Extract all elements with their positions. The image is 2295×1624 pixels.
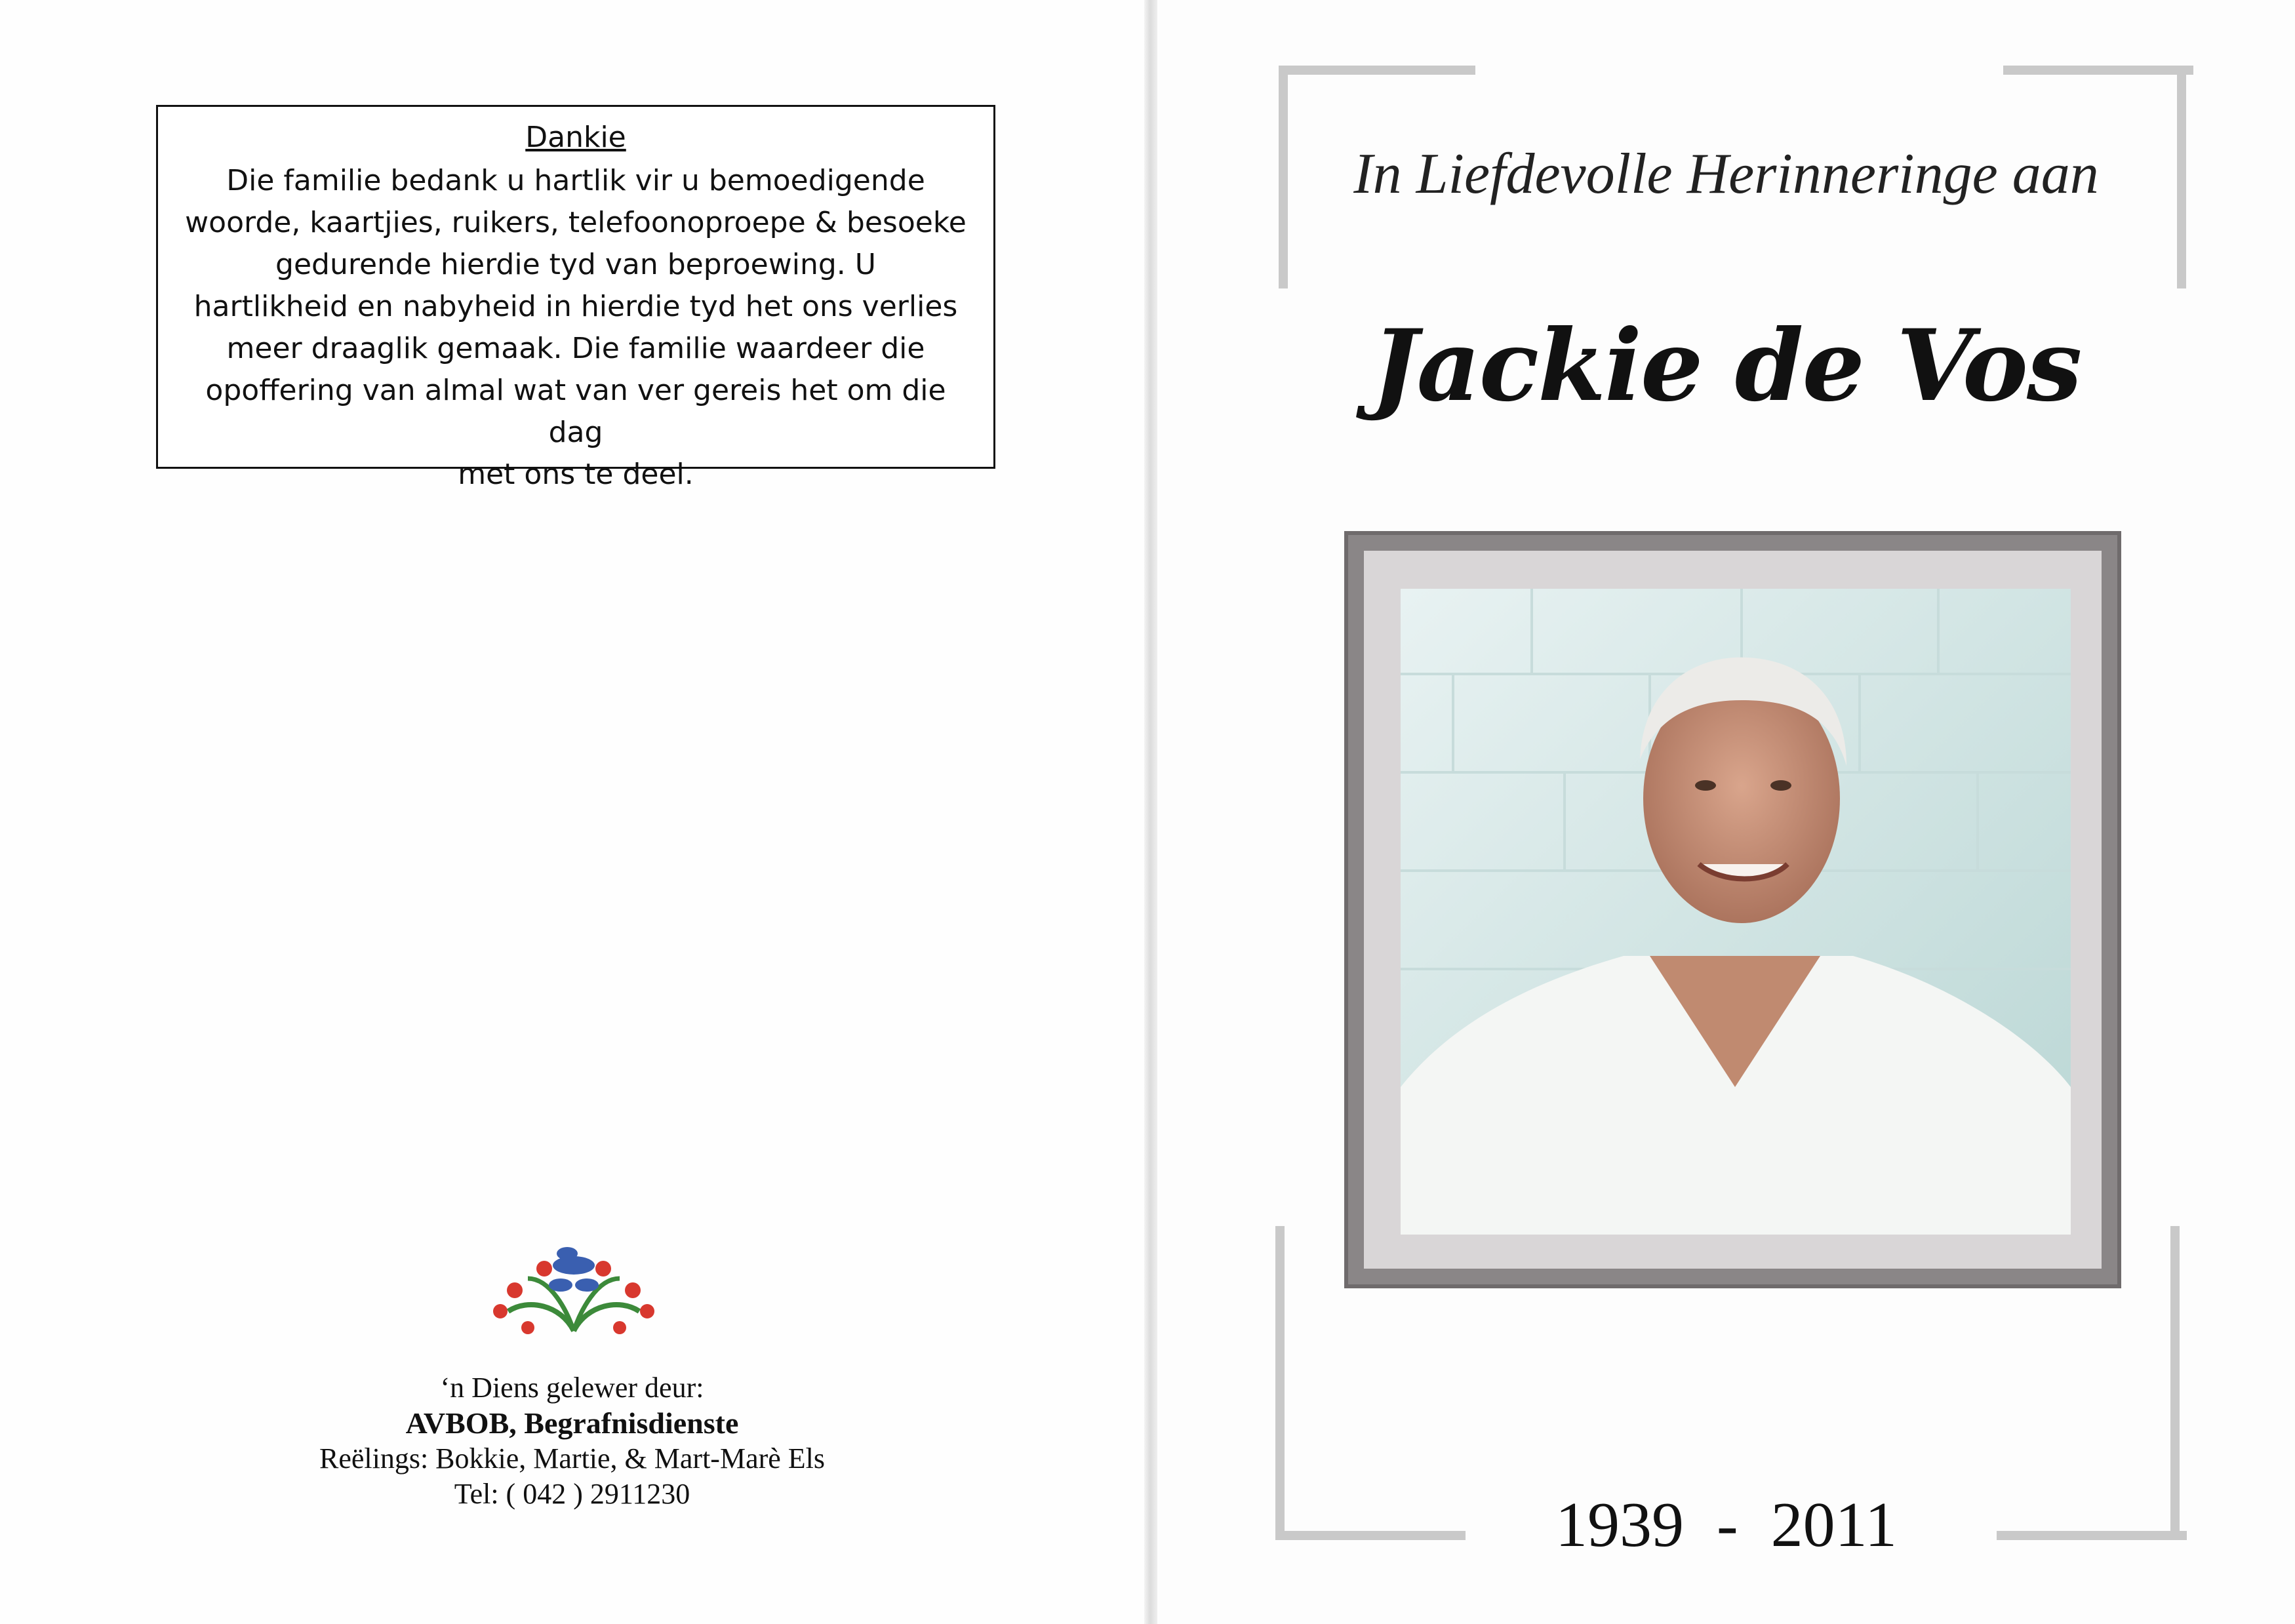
date-separator: - bbox=[1716, 1490, 1738, 1560]
service-phone: Tel: ( 042 ) 2911230 bbox=[454, 1478, 690, 1510]
thank-you-box bbox=[156, 105, 995, 492]
thank-you-title: Dankie bbox=[525, 121, 626, 154]
photo-frame bbox=[1344, 531, 2121, 1288]
thank-you-message bbox=[158, 160, 993, 496]
service-arrangements: Reëlings: Bokkie, Martie, & Mart-Marè Els bbox=[319, 1442, 826, 1475]
thank-you-line: met ons te deel. bbox=[458, 458, 694, 492]
floral-ornament-icon bbox=[489, 1239, 659, 1337]
service-company: AVBOB, Begrafnisdienste bbox=[405, 1406, 739, 1440]
memorial-subtitle: In Liefdevolle Herinneringe aan bbox=[1353, 142, 2099, 206]
deceased-name: Jackie de Vos bbox=[1371, 308, 2081, 424]
funeral-service-credit bbox=[0, 1370, 1144, 1512]
thank-you-line: gedurende hierdie tyd van beproewing. U bbox=[275, 248, 876, 282]
page-fold bbox=[1144, 0, 1157, 1624]
thank-you-line: woorde, kaartjies, ruikers, telefoonoproepe & besoeke bbox=[185, 206, 967, 240]
birth-year: 1939 bbox=[1555, 1490, 1684, 1560]
death-year: 2011 bbox=[1770, 1490, 1897, 1560]
thank-you-line: meer draaglik gemaak. Die familie waardeer die bbox=[226, 332, 925, 366]
thank-you-line: Die familie bedank u hartlik vir u bemoedigende bbox=[226, 164, 925, 198]
thank-you-line: opoffering van almal wat van ver gereis het om die dag bbox=[205, 374, 946, 450]
portrait-photo bbox=[1401, 589, 2071, 1235]
service-intro: ‘n Diens gelewer deur: bbox=[440, 1372, 704, 1404]
thank-you-line: hartlikheid en nabyheid in hierdie tyd het ons verlies bbox=[193, 290, 958, 324]
corner-line bbox=[1279, 66, 1475, 75]
corner-line bbox=[2003, 66, 2193, 75]
life-dates bbox=[1157, 1488, 2295, 1562]
